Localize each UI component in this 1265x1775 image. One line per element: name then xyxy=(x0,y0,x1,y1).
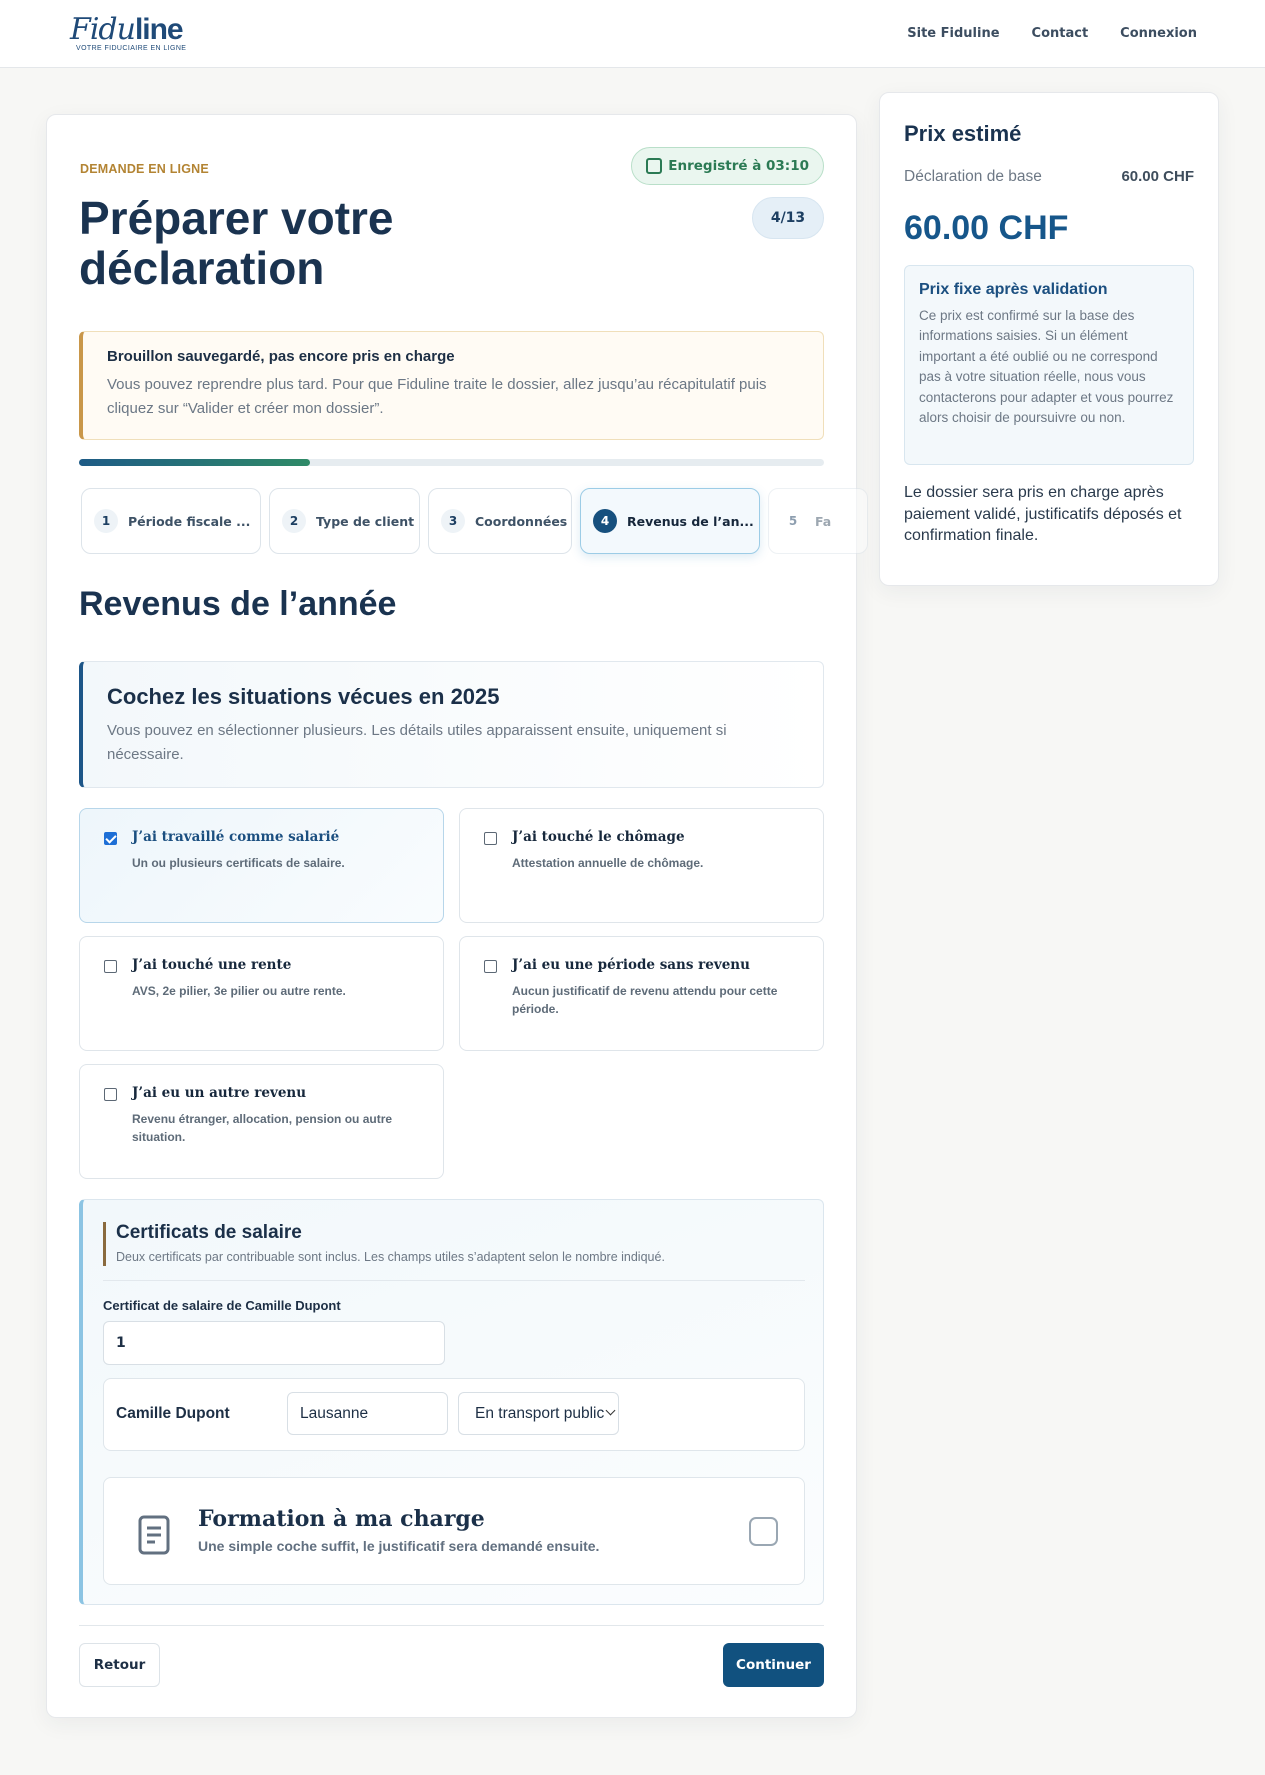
formation-checkbox[interactable] xyxy=(749,1517,778,1546)
nav-link-contact[interactable]: Contact xyxy=(1031,26,1089,41)
option-checkbox[interactable] xyxy=(104,1088,117,1101)
formation-title: Formation à ma charge xyxy=(198,1506,485,1532)
transport-select[interactable] xyxy=(458,1392,619,1435)
nav-link-site[interactable]: Site Fiduline xyxy=(907,26,1000,41)
step-number: 3 xyxy=(441,509,465,533)
person-name: Camille Dupont xyxy=(116,1405,230,1422)
option-checkbox[interactable] xyxy=(104,960,117,973)
option-description: Aucun justificatif de revenu attendu pour cette période. xyxy=(512,984,778,1016)
draft-notice-text: Vous pouvez reprendre plus tard. Pour que Fiduline traite le dossier, allez jusqu’au récapitulatif puis cliquez sur “Valider et créer mon dossier”. xyxy=(107,376,767,417)
step-label: Fa xyxy=(815,513,832,529)
page-title: Préparer votre déclaration xyxy=(79,192,394,294)
logo-wordmark: Fiduline xyxy=(70,12,183,47)
saved-status-badge xyxy=(631,147,824,185)
fixed-price-title: Prix fixe après validation xyxy=(919,281,1108,298)
certificates-subtitle: Deux certificats par contribuable sont inclus. Les champs utiles s’adaptent selon le nombre indiqué. xyxy=(116,1250,665,1264)
option-pension[interactable] xyxy=(79,936,444,1051)
processing-note: Le dossier sera pris en charge après paiement validé, justificatifs déposés et confirmation finale. xyxy=(904,484,1182,544)
situations-text: Vous pouvez en sélectionner plusieurs. Les détails utiles apparaissent ensuite, uniquement si nécessaire. xyxy=(107,722,727,763)
form-kicker: DEMANDE EN LIGNE xyxy=(80,162,209,176)
option-salaried[interactable] xyxy=(79,808,444,923)
divider xyxy=(79,1625,824,1626)
fiduline-logo[interactable] xyxy=(70,12,200,56)
option-description: Un ou plusieurs certificats de salaire. xyxy=(132,856,345,870)
option-unemployment[interactable] xyxy=(459,808,824,923)
saved-status-label: Enregistré à 03:10 xyxy=(668,158,809,174)
progress-bar-fill xyxy=(79,459,310,466)
step-label: Coordonnées xyxy=(475,513,568,529)
fixed-price-text: Ce prix est confirmé sur la base des informations saisies. Si un élément important a été oublié ou ne correspond pas à votre situation réelle, nous vous contacterons pour adapter et vous pourrez alors choisir de poursuivre ou non. xyxy=(919,308,1174,426)
situations-info-box xyxy=(79,661,824,788)
situations-title: Cochez les situations vécues en 2025 xyxy=(107,684,500,709)
step-number: 1 xyxy=(94,509,118,533)
step-counter-badge: 4/13 xyxy=(752,197,824,239)
form-card xyxy=(46,114,857,1718)
salary-certificates-panel xyxy=(79,1199,824,1605)
step-tab-5[interactable] xyxy=(768,488,868,554)
transport-select-value: En transport public xyxy=(475,1404,605,1422)
logo-tagline: VOTRE FIDUCIAIRE EN LIGNE xyxy=(76,45,187,52)
step-tab-1[interactable] xyxy=(81,488,261,554)
option-checkbox[interactable] xyxy=(484,960,497,973)
save-icon xyxy=(646,158,662,174)
formation-option[interactable] xyxy=(103,1477,805,1585)
certificates-title: Certificats de salaire xyxy=(116,1222,302,1243)
draft-notice-title: Brouillon sauvegardé, pas encore pris en charge xyxy=(107,348,455,365)
divider xyxy=(103,1280,805,1281)
top-navigation-bar xyxy=(0,0,1265,68)
option-description: Revenu étranger, allocation, pension ou autre situation. xyxy=(132,1112,393,1144)
document-icon xyxy=(138,1515,170,1555)
certificate-count-label: Certificat de salaire de Camille Dupont xyxy=(103,1298,341,1313)
option-title: J’ai travaillé comme salarié xyxy=(132,829,340,845)
step-tab-3[interactable] xyxy=(428,488,572,554)
option-description: Attestation annuelle de chômage. xyxy=(512,856,704,870)
nav-link-login[interactable]: Connexion xyxy=(1120,26,1197,41)
top-nav xyxy=(907,26,1197,41)
step-tab-4-active[interactable] xyxy=(580,488,760,554)
step-number: 4 xyxy=(593,509,617,533)
price-line-label: Déclaration de base xyxy=(904,168,1042,185)
draft-notice xyxy=(79,331,824,440)
price-summary-card xyxy=(879,92,1219,586)
price-title: Prix estimé xyxy=(904,121,1022,146)
price-total: 60.00 CHF xyxy=(904,209,1069,247)
work-city-input[interactable]: Lausanne xyxy=(287,1392,448,1435)
continue-button[interactable]: Continuer xyxy=(723,1643,824,1687)
step-navigator xyxy=(81,488,832,556)
option-no-income[interactable] xyxy=(459,936,824,1051)
step-label: Type de client xyxy=(316,513,415,529)
option-description: AVS, 2e pilier, 3e pilier ou autre rente. xyxy=(132,984,346,998)
section-title: Revenus de l’année xyxy=(79,585,397,623)
price-line-base xyxy=(904,168,1194,186)
option-title: J’ai touché le chômage xyxy=(512,829,685,845)
option-title: J’ai eu un autre revenu xyxy=(132,1085,307,1101)
fixed-price-notice xyxy=(904,265,1194,465)
option-checkbox[interactable] xyxy=(484,832,497,845)
option-other-income[interactable] xyxy=(79,1064,444,1179)
chevron-down-icon xyxy=(606,1406,616,1416)
step-label: Revenus de l’an... xyxy=(627,513,754,529)
price-line-value: 60.00 CHF xyxy=(1121,168,1194,185)
person-commute-row xyxy=(103,1378,805,1451)
option-checkbox[interactable] xyxy=(104,832,117,845)
progress-bar xyxy=(79,459,824,466)
option-title: J’ai eu une période sans revenu xyxy=(512,957,750,973)
step-number: 5 xyxy=(788,514,798,528)
option-title: J’ai touché une rente xyxy=(132,957,292,973)
back-button[interactable]: Retour xyxy=(79,1643,160,1687)
step-tab-2[interactable] xyxy=(269,488,420,554)
formation-subtitle: Une simple coche suffit, le justificatif sera demandé ensuite. xyxy=(198,1538,600,1554)
certificates-header xyxy=(103,1222,665,1266)
step-label: Période fiscale ... xyxy=(128,513,251,529)
step-number: 2 xyxy=(282,509,306,533)
certificate-count-input[interactable]: 1 xyxy=(103,1321,445,1365)
